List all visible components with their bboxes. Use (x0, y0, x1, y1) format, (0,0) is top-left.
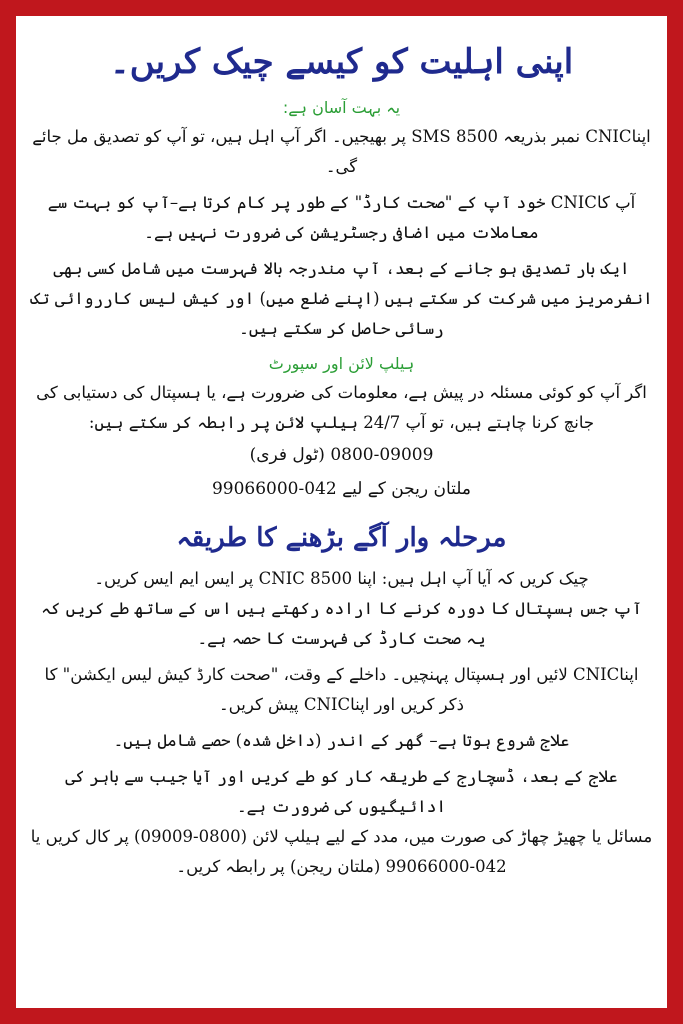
helpline-paragraph: اگر آپ کو کوئی مسئلہ در پیش ہے، معلومات کی ضرورت ہے، یا ہسپتال کی دستیابی کی جانچ کرنا چاہتے ہیں، تو آپ 24/7 ہیلپ لائن پر رابطہ کر سکتے ہیں: (36, 383, 647, 432)
step-treatment-begins: علاج شروع ہوتا ہے– گھر کے اندر (داخل شدہ) حصے شامل ہیں۔ (113, 731, 570, 750)
step-bring-cnic: اپناCNIC لائیں اور ہسپتال پہنچیں۔ داخلے کے وقت، "صحت کارڈ کیش لیس ایکشن" کا ذکر کریں اور اپناCNIC پیش کریں۔ (44, 665, 639, 714)
steps-heading: مرحلہ وار آگے بڑھنے کا طریقہ (176, 523, 507, 553)
intro-paragraph-health-card: آپ کاCNIC خود آپ کے "صحت کارڈ" کے طور پر کام کرتا ہے–آپ کو بہت سے معاملات میں اضافی رجسٹریشن کی ضرورت نہیں ہے۔ (47, 193, 636, 242)
toll-free-number: 0800-09009 (ٹول فری) (249, 445, 434, 465)
helpline-heading: ہیلپ لائن اور سپورٹ (268, 354, 415, 373)
multan-region-number: ملتان ریجن کے لیے 042-99066000 (211, 479, 472, 499)
intro-paragraph-verification: ایک بار تصدیق ہو جانے کے بعد، آپ مندرجہ بالا فہرست میں شامل کسی بھی انفرمریز میں شرکت کر سکتے ہیں (اپنے ضلع میں) اور کیش لیس کارروائی تک رسائی حاصل کر سکتے ہیں۔ (30, 259, 653, 338)
intro-paragraph-sms: اپناCNIC نمبر بذریعہ SMS 8500 پر بھیجیں۔ اگر آپ اہل ہیں، تو آپ کو تصدیق مل جائے گی۔ (32, 127, 651, 176)
document-page (16, 16, 667, 1008)
step-helpline-contact: مسائل یا چھیڑ چھاڑ کی صورت میں، مدد کے لیے ہیلپ لائن (0800-09009) پر کال کریں یا 042-99066000 (ملتان ریجن) پر رابطہ کریں۔ (30, 827, 653, 876)
step-discharge: علاج کے بعد، ڈسچارج کے طریقہ کار کو طے کریں اور آیا جیب سے باہر کی ادائیگیوں کی ضرورت ہے۔ (65, 767, 618, 816)
step-confirm-hospital: آپ جس ہسپتال کا دورہ کرنے کا ارادہ رکھتے ہیں اس کے ساتھ طے کریں کہ یہ صحت کارڈ کی فہرست کا حصہ ہے۔ (41, 599, 642, 648)
step-check-eligibility: چیک کریں کہ آیا آپ اہل ہیں: اپنا CNIC 8500 پر ایس ایم ایس کریں۔ (94, 569, 589, 588)
intro-heading: یہ بہت آسان ہے: (282, 98, 401, 117)
page-title: اپنی اہلیت کو کیسے چیک کریں۔ (109, 42, 574, 82)
